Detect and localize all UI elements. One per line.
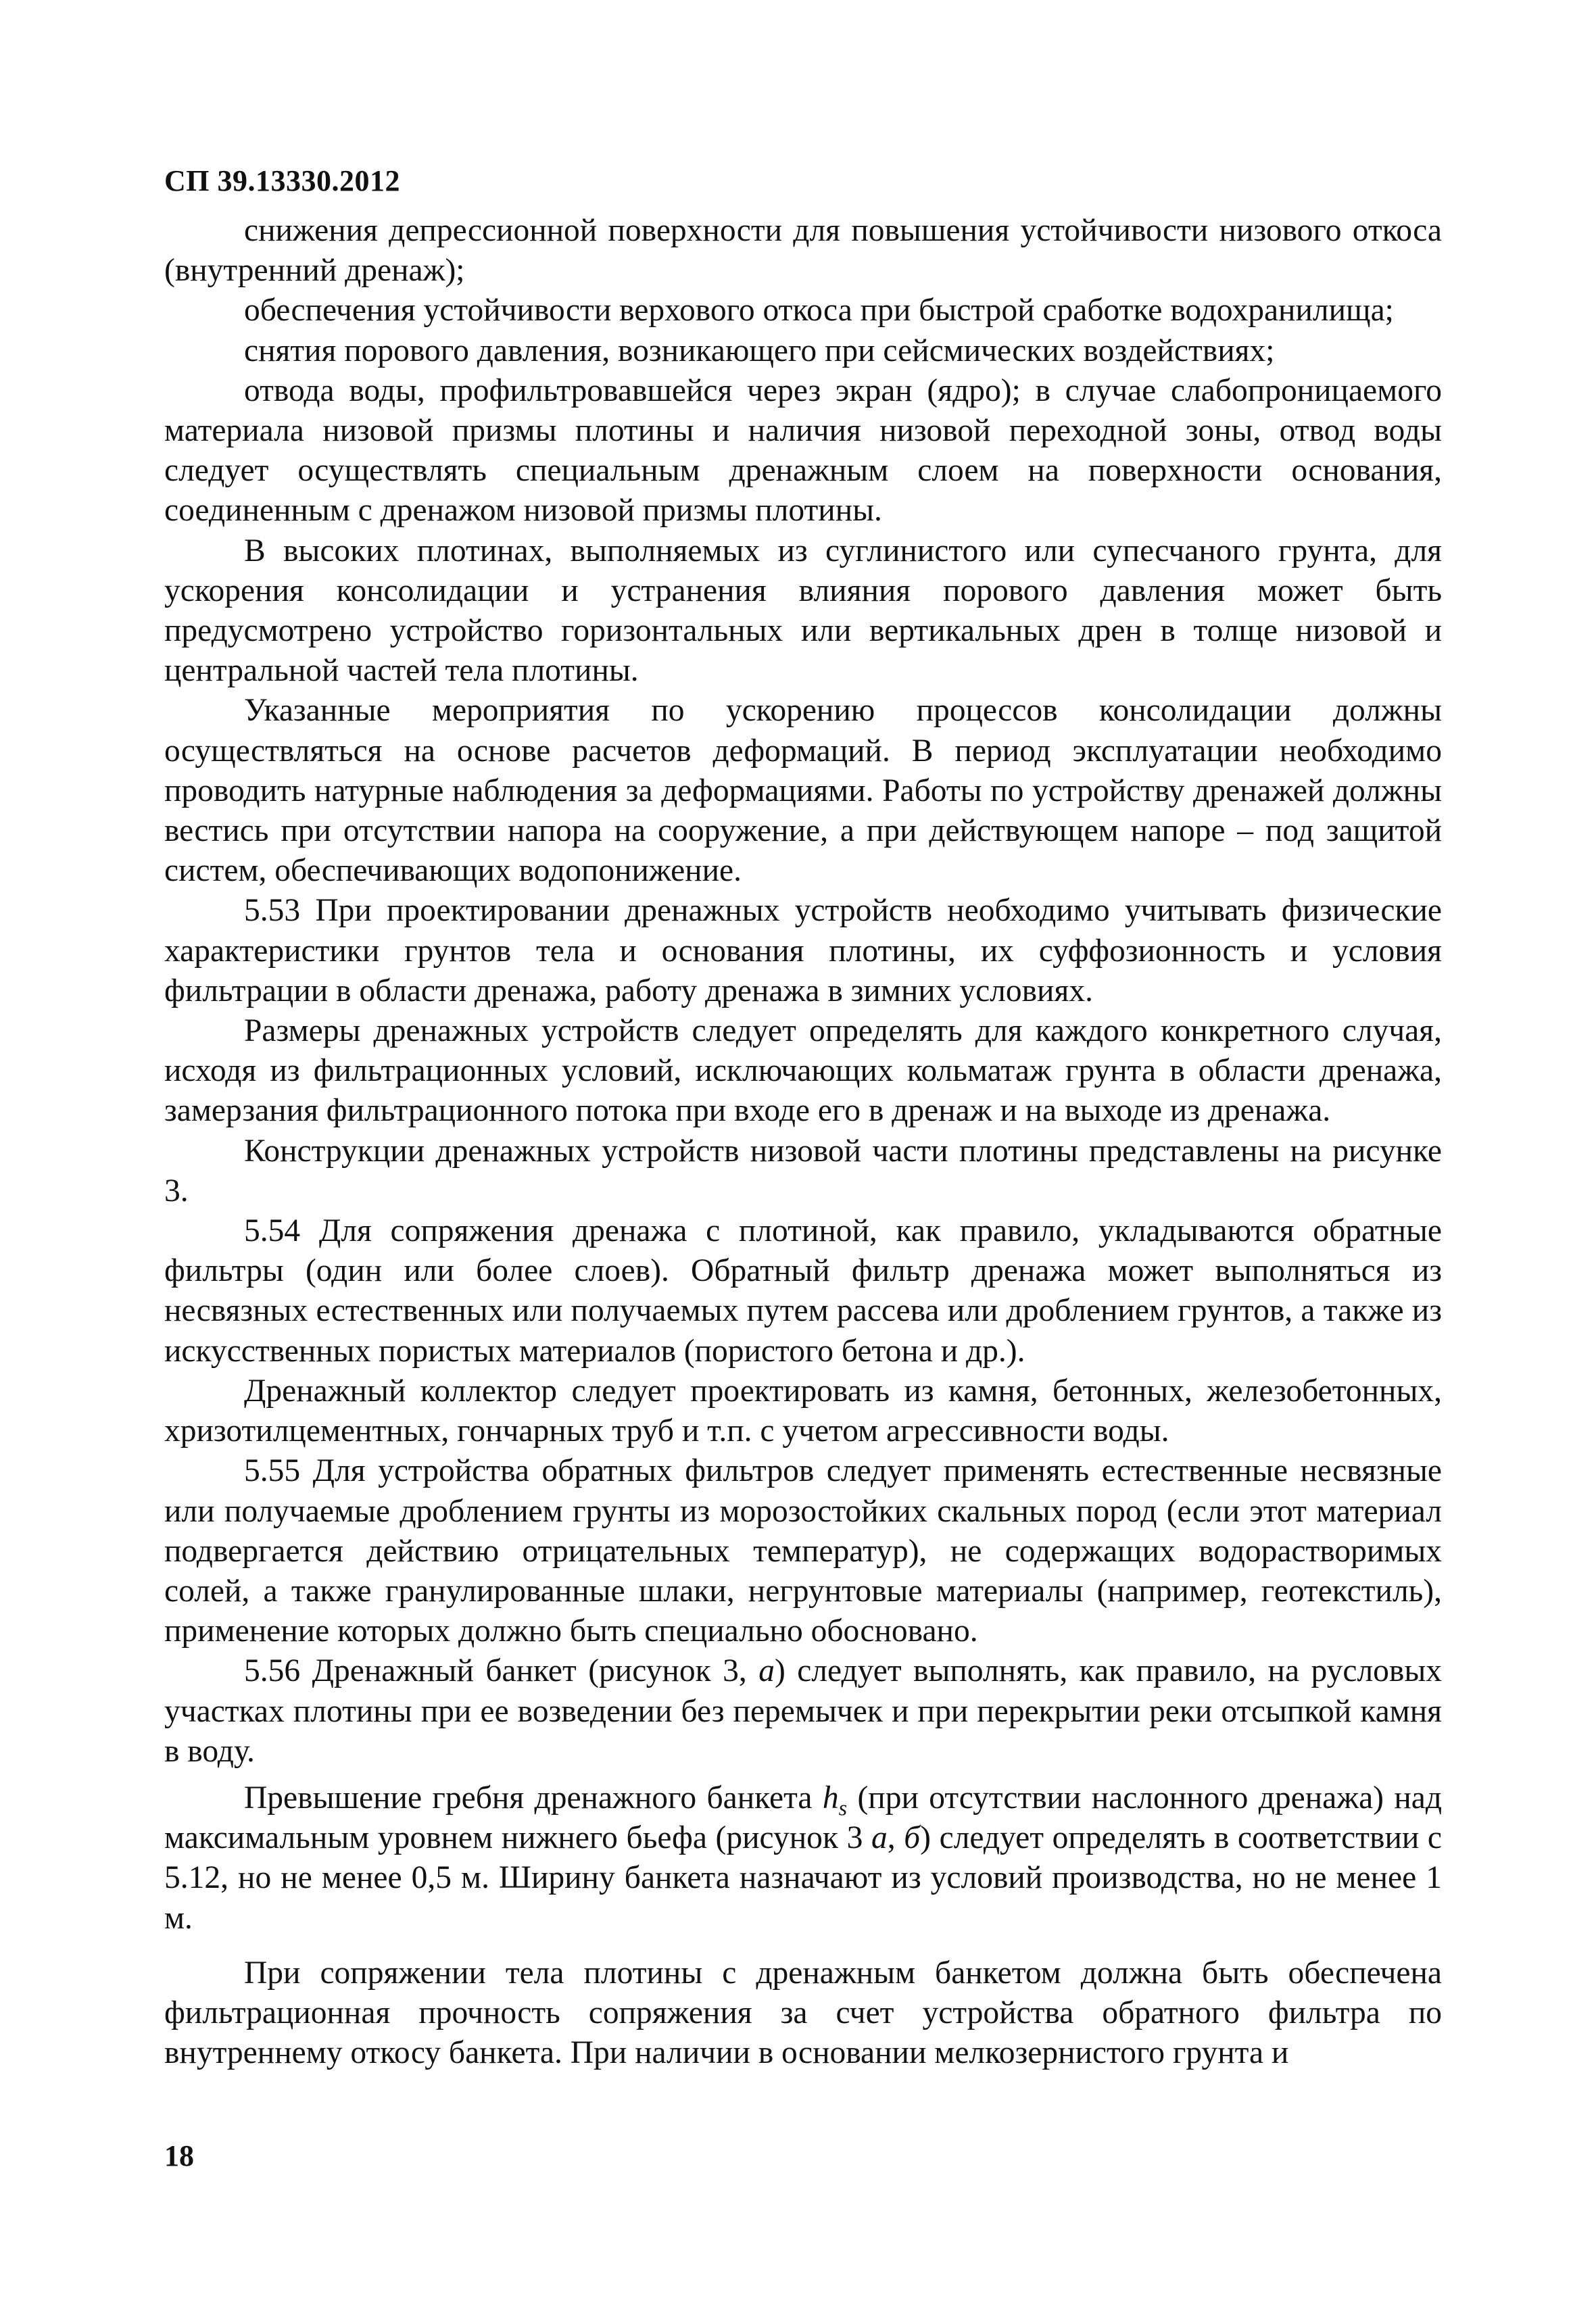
paragraph-5-56 bbox=[164, 1651, 1442, 1772]
paragraph-5-55: 5.55 Для устройства обратных фильтров следует применять естественные несвязные или получаемые дроблением грунты из морозостойких скальных пород (если этот материал подвергается действию отрицательных температур), не содержащих водорастворимых солей, а также гранулированные шлаки, негрунтовые материалы (например, геотекстиль), применение которых должно быть специально обосновано. bbox=[164, 1453, 1442, 1649]
paragraph: При сопряжении тела плотины с дренажным банкетом должна быть обеспечена фильтрационная прочность сопряжения за счет устройства обратного фильтра по внутреннему откосу банкета. При наличии в основании мелкозернистого грунта и bbox=[164, 1955, 1442, 2071]
paragraph: Размеры дренажных устройств следует определять для каждого конкретного случая, исходя из фильтрационных условий, исключающих кольматаж грунта в области дренажа, замерзания фильтрационного потока при входе его в дренаж и на выходе из дренажа. bbox=[164, 1013, 1442, 1129]
italic-subscript: s bbox=[838, 1795, 848, 1820]
paragraph: отвода воды, профильтровавшейся через экран (ядро); в случае слабопроницаемого материала низовой призмы плотины и наличия низовой переходной зоны, отвод воды следует осуществлять специальным дренажным слоем на поверхности основания, соединенным с дренажом низовой призмы плотины. bbox=[164, 372, 1442, 529]
italic-letter: а bbox=[758, 1653, 775, 1689]
paragraph: Указанные мероприятия по ускорению процессов консолидации должны осуществляться на основе расчетов деформаций. В период эксплуатации необходимо проводить натурные наблюдения за деформациями. Работы по устройству дренажей должны вестись при отсутствии напора на сооружение, а при действующем напоре – под защитой систем, обеспечивающих водопонижение. bbox=[164, 693, 1442, 889]
paragraph: Дренажный коллектор следует проектировать из камня, бетонных, железобетонных, хризотилцементных, гончарных труб и т.п. с учетом агрессивности воды. bbox=[164, 1373, 1442, 1449]
italic-letter: а bbox=[871, 1820, 888, 1856]
text-run: Превышение гребня дренажного банкета bbox=[244, 1780, 823, 1816]
document-code-header: СП 39.13330.2012 bbox=[164, 164, 400, 197]
paragraph: снижения депрессионной поверхности для повышения устойчивости низового откоса (внутренний дренаж); bbox=[164, 213, 1442, 289]
page-number: 18 bbox=[164, 2139, 194, 2172]
italic-letter: б bbox=[904, 1820, 921, 1856]
subscript-s bbox=[839, 1795, 847, 1820]
paragraph: Конструкции дренажных устройств низовой части плотины представлены на рисунке 3. bbox=[164, 1133, 1442, 1209]
paragraph: обеспечения устойчивости верхового откоса при быстрой сработке водохранилища; bbox=[244, 293, 1394, 328]
document-body bbox=[164, 211, 1442, 2073]
paragraph-5-53: 5.53 При проектировании дренажных устройств необходимо учитывать физические характеристики грунтов тела и основания плотины, их суффозионность и условия фильтрации в области дренажа, работу дренажа в зимних условиях. bbox=[164, 893, 1442, 1008]
text-run: (при отсутствии наслонного дренажа) над максимальным уровнем нижнего бьефа (рисунок 3 bbox=[164, 1780, 1443, 1856]
text-run: 5.56 Дренажный банкет (рисунок 3, bbox=[244, 1653, 759, 1689]
paragraph: В высоких плотинах, выполняемых из суглинистого или супесчаного грунта, для ускорения консолидации и устранения влияния порового давления может быть предусмотрено устройство горизонтальных или вертикальных дрен в толще низовой и центральной частей тела плотины. bbox=[164, 533, 1442, 689]
text-run: ) следует определять в соответствии с 5.12, но не менее 0,5 м. Ширину банкета назначают из условий производства, но не менее 1 м. bbox=[164, 1820, 1443, 1936]
paragraph-banket-height bbox=[164, 1778, 1442, 1939]
paragraph-5-54: 5.54 Для сопряжения дренажа с плотиной, как правило, укладываются обратные фильтры (один или более слоев). Обратный фильтр дренажа может выполняться из несвязных естественных или получаемых путем рассева или дроблением грунтов, а также из искусственных пористых материалов (пористого бетона и др.). bbox=[164, 1213, 1442, 1369]
italic-symbol-h: h bbox=[822, 1780, 839, 1816]
text-run: , bbox=[887, 1820, 904, 1856]
text-run: ) следует выполнять, как правило, на русловых участках плотины при ее возведении без перемычек и при перекрытии реки отсыпкой камня в воду. bbox=[164, 1653, 1442, 1769]
paragraph: снятия порового давления, возникающего при сейсмических воздействиях; bbox=[244, 333, 1275, 368]
